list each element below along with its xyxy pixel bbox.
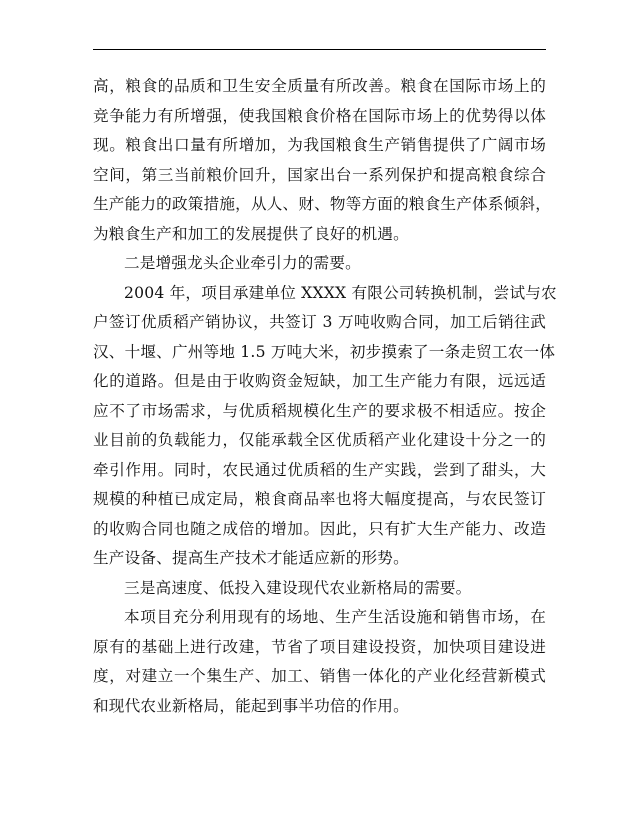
text-line: 和现代农业新格局，能起到事半功倍的作用。 <box>93 696 409 715</box>
text-line: 度，对建立一个集生产、加工、销售一体化的产业化经营新模式 <box>93 667 546 685</box>
text-line: 生产设备、提高生产技术才能适应新的形势。 <box>93 549 409 567</box>
text-line: 高，粮食的品质和卫生安全质量有所改善。粮食在国际市场上的 <box>93 77 546 95</box>
text-line: 空间，第三当前粮价回升，国家出台一系列保护和提高粮食综合 <box>93 165 546 184</box>
text-line: 牵引作用。同时，农民通过优质稻的生产实践，尝到了甜头，大 <box>93 460 546 479</box>
text-line: 应不了市场需求，与优质稻规模化生产的要求极不相适应。按企 <box>93 401 546 420</box>
text-line: 的收购合同也随之成倍的增加。因此，只有扩大生产能力、改造 <box>93 519 546 538</box>
section-heading: 二是增强龙头企业牵引力的需要。 <box>124 254 361 272</box>
header-rule <box>93 49 546 50</box>
text-line: 竞争能力有所增强，使我国粮食价格在国际市场上的优势得以体 <box>93 106 546 125</box>
text-line: 户签订优质稻产销协议，共签订 3 万吨收购合同，加工后销往武 <box>93 313 546 331</box>
text-line: 规模的种植已成定局，粮食商品率也将大幅度提高，与农民签订 <box>93 490 546 508</box>
text-line: 本项目充分利用现有的场地、生产生活设施和销售市场，在 <box>124 608 546 626</box>
text-line: 2004 年，项目承建单位 XXXX 有限公司转换机制，尝试与农 <box>124 283 557 302</box>
document-body <box>93 72 557 721</box>
section-heading: 三是高速度、低投入建设现代农业新格局的需要。 <box>124 578 472 597</box>
text-line: 为粮食生产和加工的发展提供了良好的机遇。 <box>93 224 409 243</box>
text-line: 原有的基础上进行改建，节省了项目建设投资，加快项目建设进 <box>93 637 546 656</box>
text-line: 现。粮食出口量有所增加，为我国粮食生产销售提供了广阔市场 <box>93 136 546 154</box>
text-line: 业目前的负载能力，仅能承载全区优质稻产业化建设十分之一的 <box>93 431 546 449</box>
text-line: 汉、十堰、广州等地 1.5 万吨大米，初步摸索了一条走贸工农一体 <box>93 342 556 361</box>
text-line: 生产能力的政策措施，从人、财、物等方面的粮食生产体系倾斜， <box>93 195 552 213</box>
text-line: 化的道路。但是由于收购资金短缺，加工生产能力有限，远远适 <box>93 372 546 390</box>
